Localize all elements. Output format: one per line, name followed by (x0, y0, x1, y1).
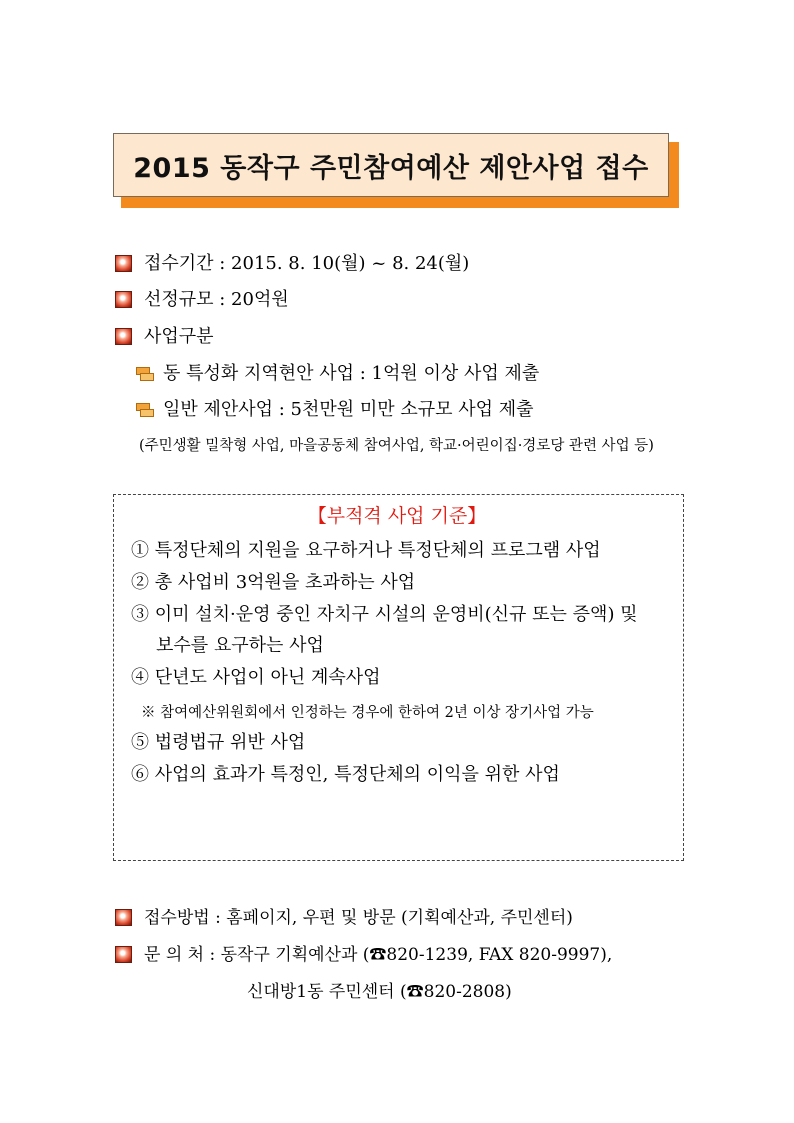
bullet-square-icon (115, 946, 132, 963)
period-text: 접수기간 : 2015. 8. 10(월) ~ 8. 24(월) (144, 253, 470, 274)
category-item: 일반 제안사업 : 5천만원 미만 소규모 사업 제출 (163, 399, 534, 420)
arrow-bullet-icon (136, 403, 156, 417)
bullet-square-icon (115, 328, 132, 345)
category-item: 동 특성화 지역현안 사업 : 1억원 이상 사업 제출 (163, 363, 540, 384)
bullet-square-icon (115, 291, 132, 308)
criteria-item: ⑤ 법령법규 위반 사업 (131, 732, 306, 753)
criteria-note: ※ 참여예산위원회에서 인정하는 경우에 한하여 2년 이상 장기사업 가능 (141, 705, 594, 721)
criteria-heading: 【부적격 사업 기준】 (307, 505, 487, 527)
criteria-item: ① 특정단체의 지원을 요구하거나 특정단체의 프로그램 사업 (131, 540, 601, 561)
method-text: 접수방법 : 홈페이지, 우편 및 방문 (기획예산과, 주민센터) (144, 908, 573, 928)
bullet-square-icon (115, 255, 132, 272)
bullet-square-icon (115, 909, 132, 926)
criteria-item: ④ 단년도 사업이 아닌 계속사업 (131, 667, 381, 688)
inquiry-text: 문 의 처 : 동작구 기획예산과 (☎820-1239, FAX 820-9997), (144, 945, 613, 965)
scale-text: 선정규모 : 20억원 (144, 289, 289, 310)
criteria-item: ② 총 사업비 3억원을 초과하는 사업 (131, 572, 416, 593)
arrow-bullet-icon (136, 367, 156, 381)
page-title: 2015 동작구 주민참여예산 제안사업 접수 (133, 152, 649, 184)
criteria-item: ⑥ 사업의 효과가 특정인, 특정단체의 이익을 위한 사업 (131, 764, 560, 785)
category-heading: 사업구분 (144, 326, 214, 347)
criteria-item: 보수를 요구하는 사업 (156, 635, 324, 656)
inquiry-text-2: 신대방1동 주민센터 (☎820-2808) (247, 982, 512, 1002)
criteria-item: ③ 이미 설치·운영 중인 자치구 시설의 운영비(신규 또는 증액) 및 (131, 604, 638, 625)
category-note: (주민생활 밀착형 사업, 마을공동체 참여사업, 학교·어린이집·경로당 관련 사업 등) (139, 438, 654, 454)
title-box (113, 133, 669, 197)
